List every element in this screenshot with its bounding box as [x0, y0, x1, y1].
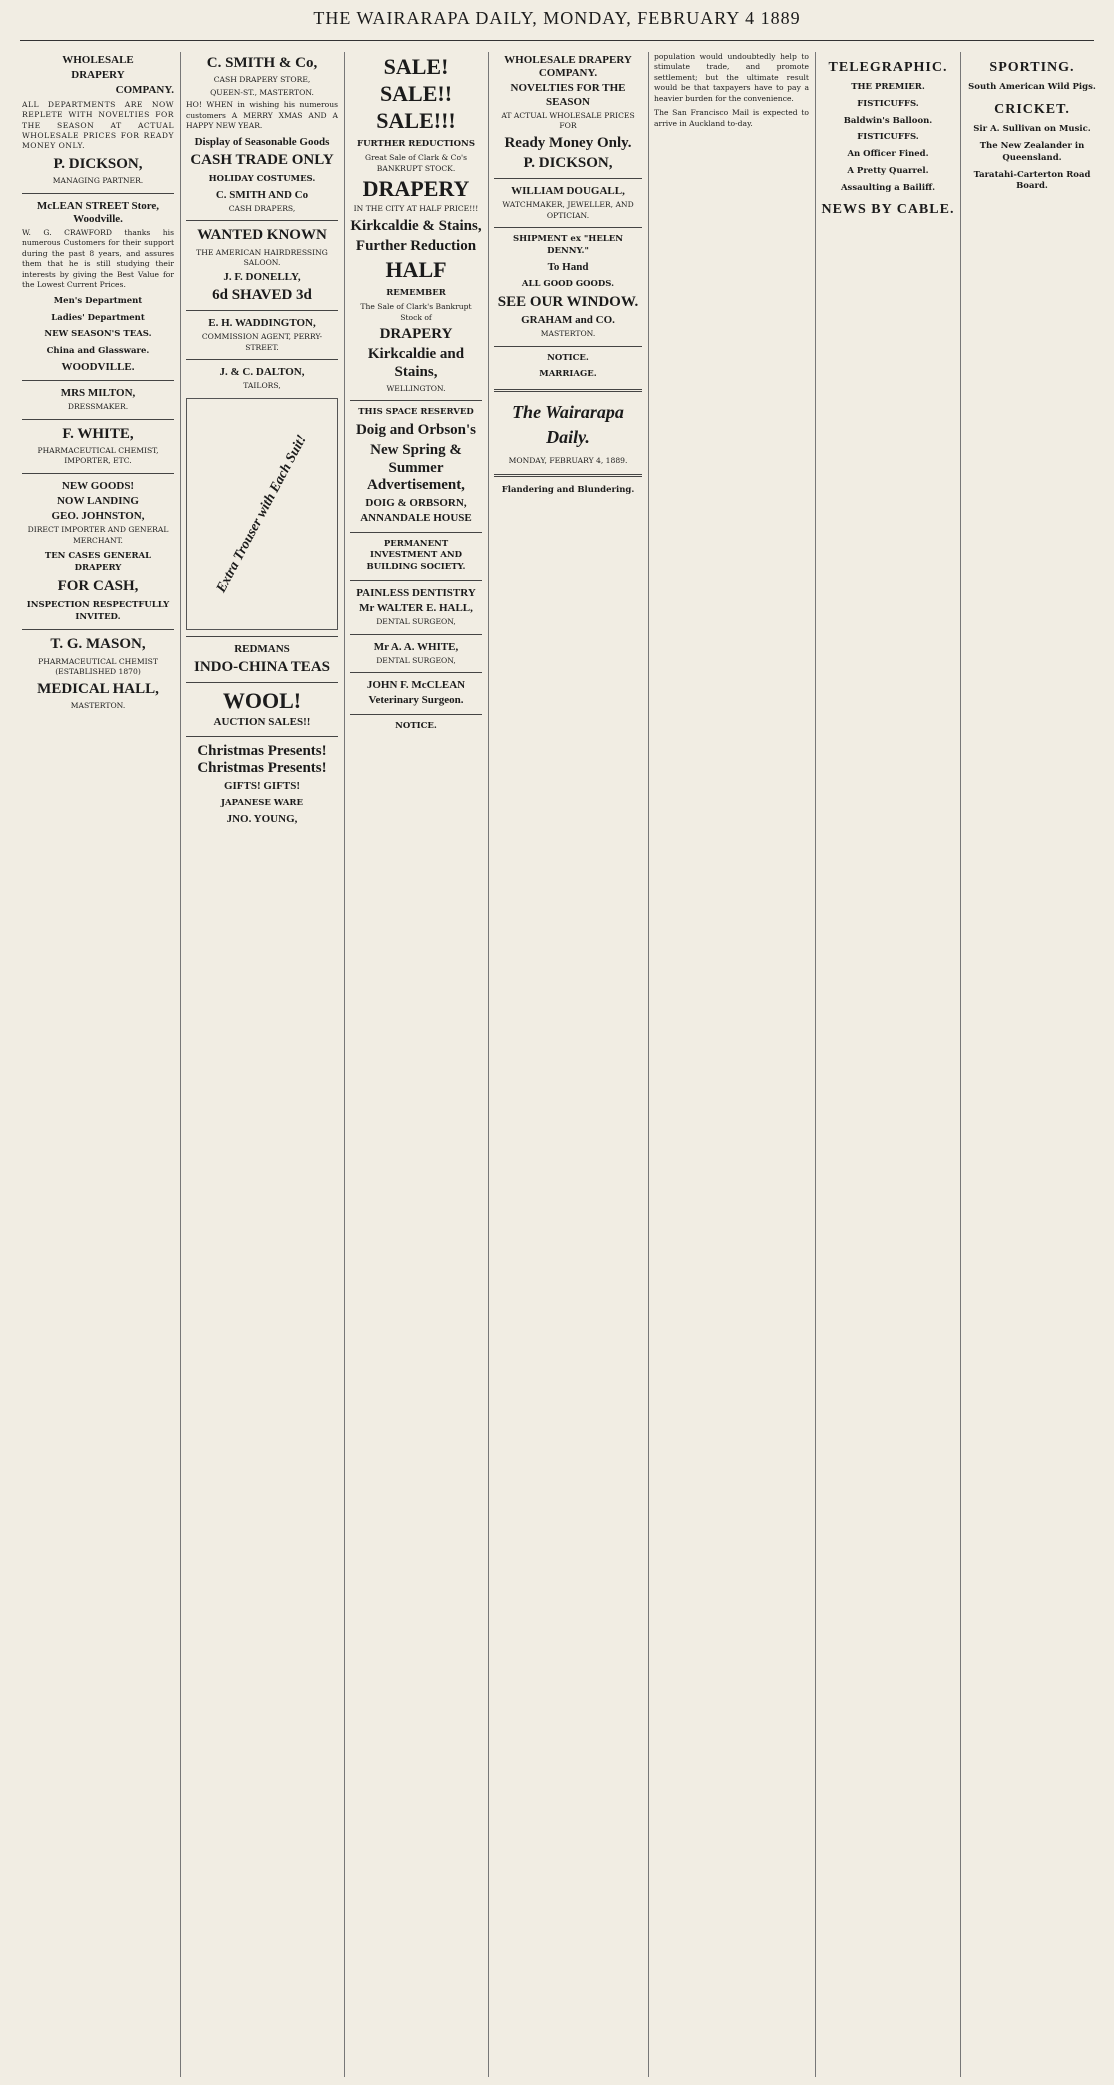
ad-body: HO! WHEN in wishing his numerous customers A MERRY XMAS AND A HAPPY NEW YEAR.	[186, 100, 338, 131]
ad-heading: Mr A. A. WHITE,	[373, 640, 459, 653]
news-headline: Sir A. Sullivan on Music.	[973, 124, 1091, 135]
article-text: The San Francisco Mail is expected to arrive in Auckland to-day.	[654, 108, 809, 128]
news-headline: The New Zealander in Queensland.	[979, 141, 1085, 163]
column-1	[22, 52, 174, 2077]
ad-heading: E. H. WADDINGTON,	[208, 317, 316, 330]
ad-role: MANAGING PARTNER.	[52, 176, 144, 186]
news-headline: Taratahi-Carterton Road Board.	[973, 169, 1091, 192]
ad-subhead: Ladies' Department	[51, 312, 145, 323]
ad-heading: F. WHITE,	[62, 425, 134, 442]
ad-heading: PAINLESS DENTISTRY	[356, 586, 476, 599]
section-heading: TELEGRAPHIC.	[828, 60, 948, 75]
ad-heading: Kirkcaldie & Stains,	[350, 217, 482, 234]
ad-heading: WHOLESALE DRAPERY COMPANY.	[504, 54, 632, 80]
ad-sub: DENTAL SURGEON,	[376, 617, 456, 627]
ad-subhead: China and Glassware.	[46, 345, 150, 356]
section-heading: CRICKET.	[994, 102, 1070, 118]
ad-sub: WATCHMAKER, JEWELLER, AND OPTICIAN.	[502, 200, 634, 220]
news-headline: Assaulting a Bailiff.	[840, 182, 936, 193]
ad-heading: GEO. JOHNSTON,	[51, 510, 145, 523]
ad-sub: MASTERTON.	[540, 329, 596, 339]
ad-heading: WANTED KNOWN	[197, 227, 327, 244]
ad-heading: P. DICKSON,	[523, 154, 613, 171]
ad-heading: JNO. YOUNG,	[226, 813, 298, 826]
news-headline: THE PREMIER.	[851, 82, 925, 93]
news-headline: An Officer Fined.	[847, 149, 929, 160]
news-headline: South American Wild Pigs.	[968, 82, 1096, 93]
ad-sub: CASH DRAPERS,	[228, 203, 296, 213]
ad-subhead: NEW SEASON'S TEAS.	[44, 329, 152, 340]
ad-role: PHARMACEUTICAL CHEMIST, IMPORTER, ETC.	[37, 445, 159, 466]
ad-sub: CASH DRAPERY STORE,	[213, 75, 311, 85]
diagonal-ad-text: Extra Trouser with Each Suit!	[213, 432, 310, 596]
ad-heading: Christmas Presents! Christmas Presents!	[197, 742, 327, 776]
ad-heading: McLEAN STREET Store, Woodville.	[36, 199, 160, 225]
ad-role: PHARMACEUTICAL CHEMIST (ESTABLISHED 1870)	[38, 656, 158, 677]
ad-heading: MRS MILTON,	[60, 386, 136, 399]
ad-heading: Mr WALTER E. HALL,	[359, 601, 473, 614]
column-divider	[344, 52, 345, 2077]
ad-heading: SEE OUR WINDOW.	[497, 293, 639, 310]
ad-heading: JOHN F. McCLEAN	[366, 679, 466, 692]
ad-heading: Doig and Orbson's	[355, 422, 477, 439]
column-divider	[488, 52, 489, 2077]
section-heading: NEWS BY CABLE.	[821, 202, 955, 218]
ad-subhead: INSPECTION RESPECTFULLY INVITED.	[26, 599, 170, 622]
ad-sub: QUEEN-ST., MASTERTON.	[210, 87, 314, 97]
ad-heading: NOW LANDING	[56, 494, 139, 507]
ad-heading: WHOLESALE	[62, 54, 134, 66]
ad-sub: THE AMERICAN HAIRDRESSING SALOON.	[196, 247, 328, 268]
ad-subhead: ALL GOOD GOODS.	[521, 278, 615, 289]
section-heading: SPORTING.	[989, 60, 1075, 75]
ad-subhead: PERMANENT INVESTMENT AND BUILDING SOCIETY.	[366, 538, 466, 572]
ad-heading: ANNANDALE HOUSE	[360, 512, 472, 525]
ad-sub: DENTAL SURGEON,	[376, 655, 456, 665]
ad-heading: CASH TRADE ONLY	[190, 151, 334, 168]
column-5	[654, 52, 809, 2077]
ad-subhead: THIS SPACE RESERVED	[358, 407, 474, 418]
ad-heading: SALE!!!	[376, 108, 456, 134]
ad-subhead: JAPANESE WARE	[221, 798, 303, 809]
paper-nameplate: The Wairarapa Daily.	[512, 402, 624, 447]
ad-heading: DRAPERY	[71, 69, 125, 82]
ad-heading: New Spring & Summer Advertisement,	[367, 442, 465, 493]
ad-heading: Veterinary Surgeon.	[368, 694, 464, 707]
column-7	[966, 52, 1098, 2077]
ad-role: MASTERTON.	[70, 700, 126, 710]
ad-heading: FOR CASH,	[57, 577, 139, 594]
ad-heading: WOODVILLE.	[61, 360, 135, 373]
ad-heading: GIFTS! GIFTS!	[223, 780, 301, 793]
masthead-title: THE WAIRARAPA DAILY, MONDAY, FEBRUARY 4 1889	[313, 8, 801, 28]
ad-heading: HALF	[385, 257, 447, 283]
ad-body: W. G. CRAWFORD thanks his numerous Customers for their support during the past 8 years, and assures them that he is still studying their interests by giving the Best Value for the Lowest Current Prices.	[22, 228, 174, 290]
column-divider	[648, 52, 649, 2077]
paper-date: MONDAY, FEBRUARY 4, 1889.	[508, 455, 628, 465]
ad-heading: C. SMITH AND Co	[215, 188, 309, 201]
ad-heading: T. G. MASON,	[50, 636, 146, 653]
ad-sub: AT ACTUAL WHOLESALE PRICES FOR	[501, 110, 635, 131]
ad-heading: WILLIAM DOUGALL,	[511, 185, 625, 198]
ad-sub: WELLINGTON.	[386, 383, 446, 393]
ad-heading: NOVELTIES FOR THE SEASON	[510, 82, 626, 108]
diagonal-ad-box	[186, 398, 338, 630]
ad-heading: NEW GOODS!	[61, 479, 135, 492]
ad-heading: COMPANY.	[115, 84, 174, 97]
ad-heading: MEDICAL HALL,	[37, 680, 159, 697]
column-divider	[180, 52, 181, 2077]
ad-sub: Great Sale of Clark & Co's BANKRUPT STOCK.	[365, 153, 467, 173]
ad-subhead: Men's Department	[53, 295, 143, 306]
column-2	[186, 52, 338, 2077]
ad-heading: SALE!	[383, 54, 449, 79]
masthead-rule	[20, 40, 1094, 41]
ad-heading: Kirkcaldie and Stains,	[367, 346, 465, 380]
ad-heading: Ready Money Only.	[504, 134, 632, 151]
ad-heading: To Hand	[547, 260, 589, 273]
ad-subhead: TEN CASES GENERAL DRAPERY	[44, 551, 152, 573]
ad-heading: SALE!!	[379, 81, 453, 107]
article-text: population would undoubtedly help to stimulate trade, and promote settlement; but the ultimate result would be that taxpayers have to pay a heavier burden for the convenience.	[654, 52, 809, 103]
ad-sub: IN THE CITY AT HALF PRICE!!!	[353, 204, 479, 214]
column-divider	[960, 52, 961, 2077]
ad-heading: Display of Seasonable Goods	[194, 135, 330, 148]
ad-heading: J. & C. DALTON,	[219, 366, 305, 379]
ad-subhead: NOTICE.	[395, 720, 437, 731]
ad-subhead: SHIPMENT ex "HELEN DENNY."	[512, 234, 624, 257]
ad-heading: 6d SHAVED 3d	[212, 286, 312, 303]
news-headline: Baldwin's Balloon.	[843, 115, 933, 126]
ad-heading: AUCTION SALES!!	[213, 716, 311, 729]
ad-heading: GRAHAM and CO.	[521, 313, 615, 326]
ad-heading: DRAPERY	[379, 326, 453, 343]
news-headline: FISTICUFFS.	[857, 132, 919, 143]
ad-heading: C. SMITH & Co,	[206, 55, 318, 71]
ad-sub: The Sale of Clark's Bankrupt Stock of	[360, 302, 472, 322]
ad-heading: DOIG & ORBSORN,	[365, 497, 467, 510]
ad-role: DIRECT IMPORTER AND GENERAL MERCHANT.	[27, 525, 169, 545]
news-headline: A Pretty Quarrel.	[847, 165, 929, 176]
column-4	[494, 52, 642, 2077]
article-headline: Flandering and Blundering.	[501, 485, 635, 496]
ad-heading: WOOL!	[222, 688, 302, 714]
column-3	[350, 52, 482, 2077]
ad-subhead: REMEMBER	[386, 287, 446, 298]
ad-heading: Further Reduction	[355, 238, 477, 255]
ad-role: DRESSMAKER.	[67, 402, 129, 412]
ad-subhead: NOTICE.	[547, 352, 589, 363]
ad-heading: DRAPERY	[362, 176, 470, 202]
ad-name: P. DICKSON,	[53, 155, 143, 172]
ad-sub: TAILORS,	[243, 381, 281, 391]
ad-heading: REDMANS	[234, 642, 290, 655]
news-headline: FISTICUFFS.	[857, 99, 919, 110]
ad-subhead: HOLIDAY COSTUMES.	[208, 174, 316, 185]
ad-subhead: FURTHER REDUCTIONS	[357, 138, 475, 149]
ad-subhead: MARRIAGE.	[539, 369, 597, 380]
ad-sub: COMMISSION AGENT, PERRY-STREET.	[201, 332, 323, 352]
column-divider	[815, 52, 816, 2077]
ad-body: ALL DEPARTMENTS ARE NOW REPLETE WITH NOVELTIES FOR THE SEASON AT ACTUAL WHOLESALE PRICES FOR READY MONEY ONLY.	[22, 99, 174, 151]
column-6	[821, 52, 955, 2077]
ad-heading: INDO-CHINA TEAS	[193, 659, 330, 675]
ad-heading: J. F. DONELLY,	[223, 270, 301, 283]
